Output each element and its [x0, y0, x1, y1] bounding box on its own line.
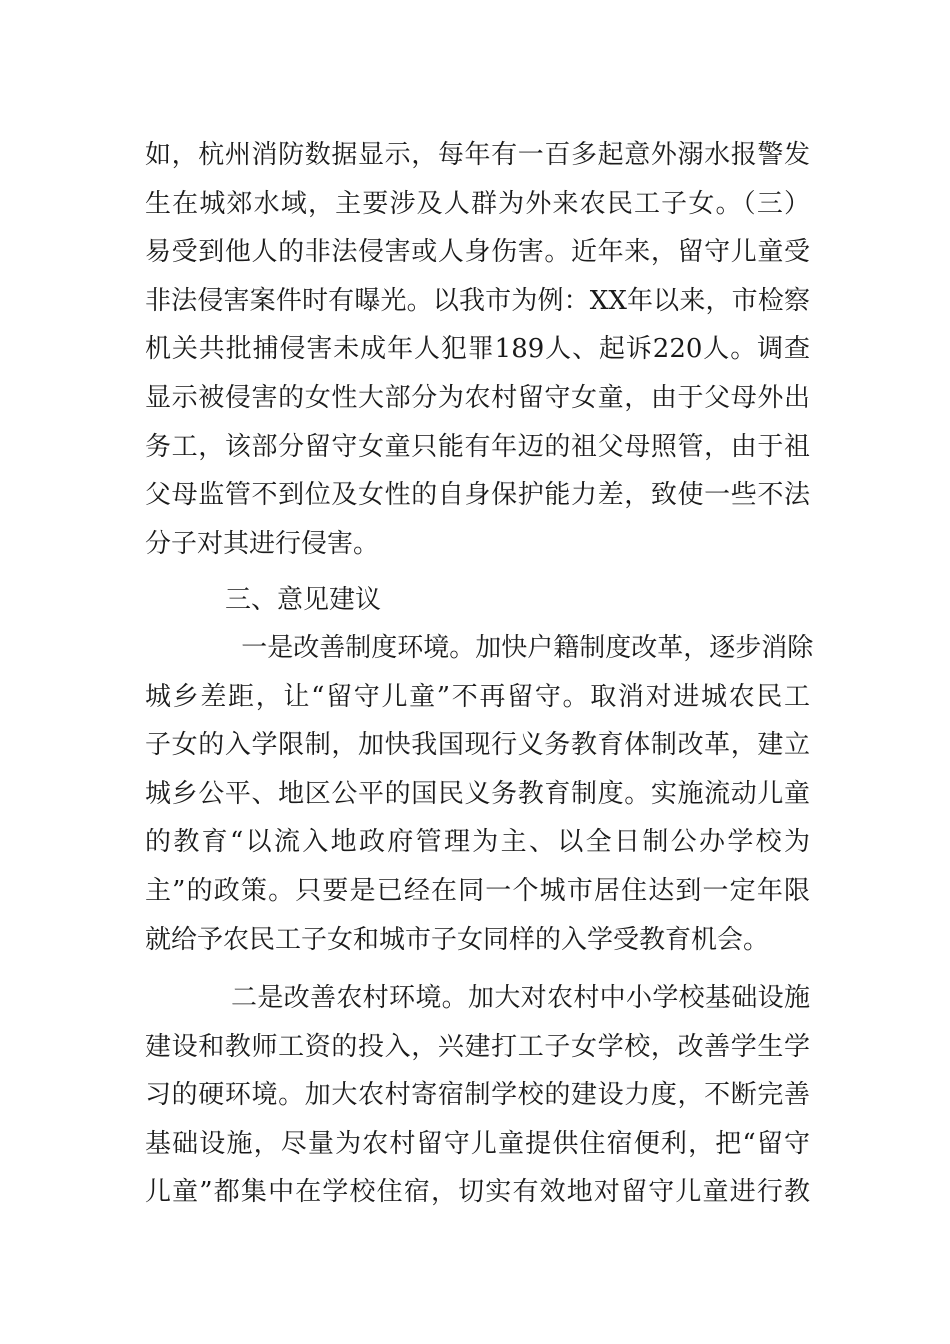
- paragraph-line: 子女的入学限制，加快我国现行义务教育体制改革，建立: [145, 730, 810, 761]
- paragraph-line: 父母监管不到位及女性的自身保护能力差，致使一些不法: [145, 480, 810, 511]
- paragraph-line: 基础设施，尽量为农村留守儿童提供住宿便利，把“留守: [145, 1128, 810, 1159]
- paragraph-line: 易受到他人的非法侵害或人身伤害。近年来，留守儿童受: [145, 237, 810, 268]
- paragraph-rural-environment: [145, 974, 810, 1217]
- section-heading: [225, 576, 890, 625]
- paragraph-line: 就给予农民工子女和城市子女同样的入学受教育机会。: [145, 924, 770, 955]
- paragraph-line: 生在城郊水域，主要涉及人群为外来农民工子女。（三）: [145, 188, 810, 219]
- paragraph-line: 非法侵害案件时有曝光。以我市为例：XX年以来，市检察: [145, 285, 810, 316]
- paragraph-line: 务工，该部分留守女童只能有年迈的祖父母照管，由于祖: [145, 431, 810, 462]
- section-heading-text: 三、意见建议: [225, 585, 382, 615]
- paragraph-line: 二是改善农村环境。加大对农村中小学校基础设施: [231, 983, 810, 1013]
- paragraph-line: 城乡公平、地区公平的国民义务教育制度。实施流动儿童: [145, 778, 810, 809]
- paragraph-line: 城乡差距，让“留守儿童”不再留守。取消对进城农民工: [145, 681, 810, 712]
- paragraph-line: 主”的政策。只要是已经在同一个城市居住达到一定年限: [145, 875, 810, 906]
- paragraph-line: 儿童”都集中在学校住宿，切实有效地对留守儿童进行教: [145, 1177, 810, 1208]
- paragraph-line: 显示被侵害的女性大部分为农村留守女童，由于父母外出: [145, 382, 810, 413]
- paragraph-line: 习的硬环境。加大农村寄宿制学校的建设力度，不断完善: [145, 1080, 810, 1111]
- paragraph-line: 如，杭州消防数据显示，每年有一百多起意外溺水报警发: [145, 140, 810, 170]
- paragraph-line: 分子对其进行侵害。: [145, 528, 380, 559]
- paragraph-risks-continued: [145, 131, 810, 568]
- paragraph-line: 机关共批捕侵害未成年人犯罪189人、起诉220人。调查: [145, 334, 810, 365]
- paragraph-institutional-environment: [145, 624, 814, 964]
- paragraph-line: 的教育“以流入地政府管理为主、以全日制公办学校为: [145, 827, 810, 858]
- paragraph-line: 一是改善制度环境。加快户籍制度改革，逐步消除: [233, 633, 814, 663]
- paragraph-line: 建设和教师工资的投入，兴建打工子女学校，改善学生学: [145, 1031, 810, 1062]
